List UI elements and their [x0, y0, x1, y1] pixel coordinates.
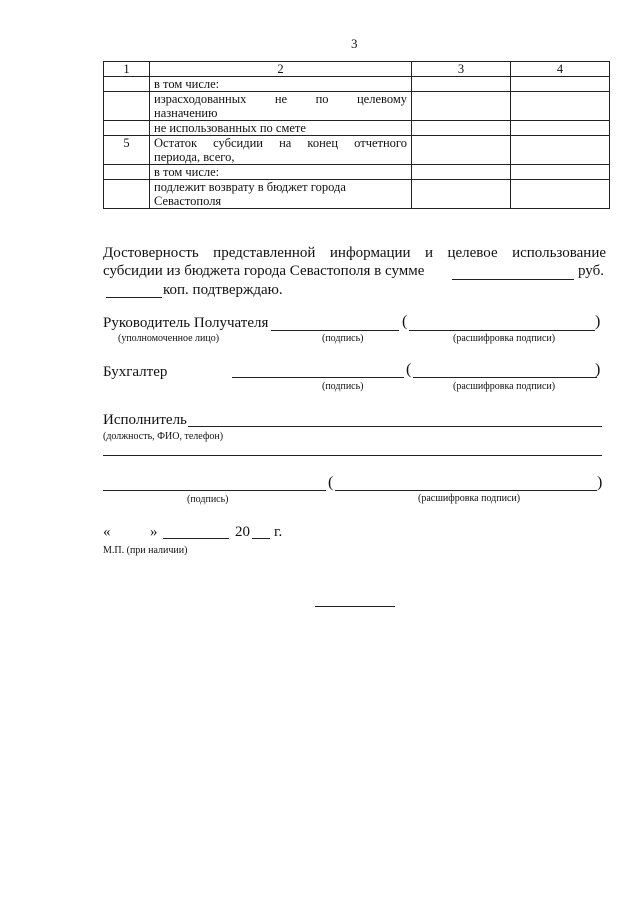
row-text-line: израсходованных не по целевому: [154, 92, 407, 106]
closing-separator: [315, 606, 395, 607]
paren-open: (: [402, 313, 408, 330]
page-number: 3: [351, 36, 358, 51]
value-cell: [412, 165, 511, 180]
table-header-row: [104, 62, 610, 77]
executor-info-field[interactable]: [188, 426, 602, 427]
row-number: [104, 180, 150, 209]
row-number: [104, 165, 150, 180]
paren-open: (: [328, 474, 334, 491]
accountant-label: Бухгалтер: [103, 364, 168, 380]
row-text-line: Севастополя: [154, 194, 222, 208]
currency-rub: руб.: [578, 263, 604, 279]
row-text: [150, 92, 412, 121]
row-text-line: в том числе:: [154, 165, 220, 179]
confirmation-line-3: коп. подтверждаю.: [163, 282, 283, 298]
row-text: [150, 77, 412, 92]
head-signature-field[interactable]: [271, 330, 399, 331]
executor-sub-label: (должность, ФИО, телефон): [103, 431, 224, 442]
value-cell: [412, 77, 511, 92]
confirmation-line-2-start: субсидии из бюджета города Севастополя в сумме: [103, 263, 425, 279]
row-text: [150, 121, 412, 136]
row-text-line: подлежит возврату в бюджет города: [154, 180, 346, 194]
row-text-line: не использованных по смете: [154, 121, 306, 135]
head-decode-caption: (расшифровка подписи): [453, 333, 556, 344]
head-label: Руководитель Получателя: [103, 315, 269, 331]
row-text-line: Остаток субсидии на конец отчетного: [154, 136, 407, 150]
paren-close: ): [595, 313, 601, 330]
accountant-decode-field[interactable]: [413, 377, 597, 378]
executor-decode-field[interactable]: [335, 490, 597, 491]
executor-info-field-2[interactable]: [103, 455, 602, 456]
value-cell: [412, 92, 511, 121]
row-number: [104, 77, 150, 92]
accountant-decode-caption: (расшифровка подписи): [453, 381, 556, 392]
executor-decode-caption: (расшифровка подписи): [418, 493, 521, 504]
accountant-signature-field[interactable]: [232, 377, 404, 378]
row-number: [104, 121, 150, 136]
row-number: [104, 92, 150, 121]
date-year-prefix: 20: [235, 524, 250, 540]
value-cell: [511, 136, 610, 165]
head-sub-label: (уполномоченное лицо): [118, 333, 220, 344]
value-cell: [511, 77, 610, 92]
row-text-line: назначению: [154, 106, 218, 120]
value-cell: [511, 165, 610, 180]
date-month-field[interactable]: [163, 538, 229, 539]
value-cell: [511, 92, 610, 121]
report-table: [103, 61, 610, 209]
table-row: [104, 180, 610, 209]
row-text: [150, 136, 412, 165]
table-row: [104, 121, 610, 136]
date-year-field[interactable]: [252, 538, 270, 539]
head-sign-caption: (подпись): [322, 333, 364, 344]
table-row: [104, 92, 610, 121]
value-cell: [412, 121, 511, 136]
date-close-quote: »: [150, 524, 158, 540]
table-row: [104, 136, 610, 165]
executor-signature-field[interactable]: [103, 490, 326, 491]
head-decode-field[interactable]: [409, 330, 595, 331]
value-cell: [511, 121, 610, 136]
stamp-label: М.П. (при наличии): [103, 545, 188, 556]
confirmation-line-1: Достоверность представленной информации и целевое использование: [103, 245, 606, 261]
row-text: [150, 180, 412, 209]
value-cell: [412, 180, 511, 209]
row-text-line: периода, всего,: [154, 150, 235, 164]
row-text: [150, 165, 412, 180]
paren-close: ): [595, 361, 601, 378]
header-cell-2: 2: [150, 62, 412, 77]
amount-kop-field[interactable]: [106, 297, 162, 298]
date-open-quote: «: [103, 524, 111, 540]
value-cell: [412, 136, 511, 165]
amount-rub-field[interactable]: [452, 279, 574, 280]
header-cell-4: 4: [511, 62, 610, 77]
table-row: [104, 165, 610, 180]
row-text-line: в том числе:: [154, 77, 220, 91]
header-cell-3: 3: [412, 62, 511, 77]
paren-close: ): [597, 474, 603, 491]
header-cell-1: 1: [104, 62, 150, 77]
table-row: [104, 77, 610, 92]
value-cell: [511, 180, 610, 209]
paren-open: (: [406, 361, 412, 378]
date-suffix: г.: [274, 524, 283, 540]
executor-sign-caption: (подпись): [187, 494, 229, 505]
accountant-sign-caption: (подпись): [322, 381, 364, 392]
confirmation-paragraph: [103, 244, 606, 263]
executor-label: Исполнитель: [103, 412, 187, 428]
row-number: 5: [104, 136, 150, 165]
